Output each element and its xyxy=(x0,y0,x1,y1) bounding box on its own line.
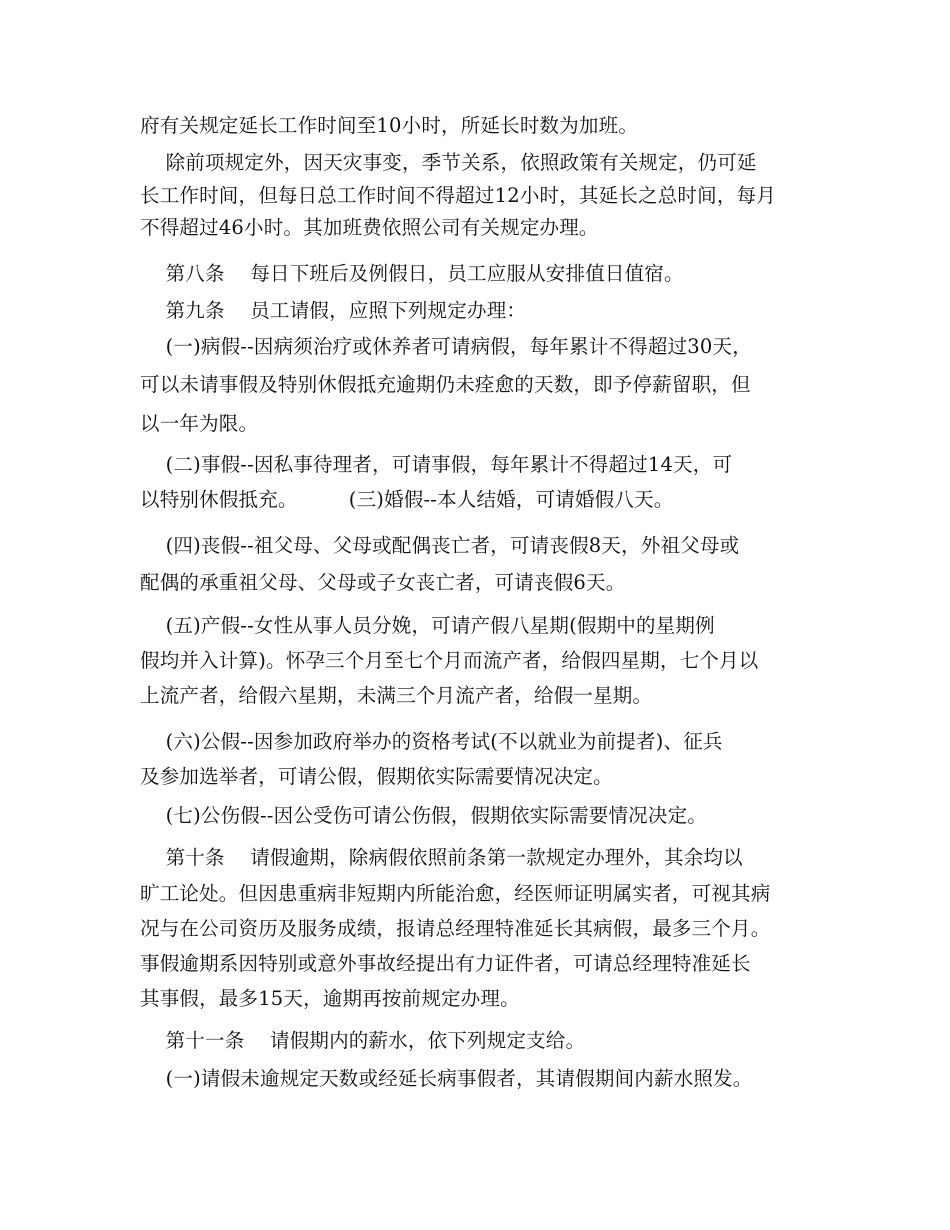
text-line: (五)产假--女性从事人员分娩，可请产假八星期(假期中的星期例 xyxy=(140,614,715,637)
text-line: 长工作时间，但每日总工作时间不得超过12小时，其延长之总时间，每月 xyxy=(140,184,776,207)
text-line: 其事假，最多15天，逾期再按前规定办理。 xyxy=(140,987,520,1010)
text-line: (七)公伤假--因公受伤可请公伤假，假期依实际需要情况决定。 xyxy=(140,804,707,827)
text-line: (一)病假--因病须治疗或休养者可请病假，每年累计不得超过30天， xyxy=(140,335,752,358)
text-line: 以一年为限。 xyxy=(140,412,259,435)
text-line: 配偶的承重祖父母、父母或子女丧亡者，可请丧假6天。 xyxy=(140,571,626,594)
text-line: 及参加选举者，可请公假，假期依实际需要情况决定。 xyxy=(140,765,613,788)
text-line: 不得超过46小时。其加班费依照公司有关规定办理。 xyxy=(140,216,599,239)
text-line: 况与在公司资历及服务成绩，报请总经理特准延长其病假，最多三个月。 xyxy=(140,917,771,940)
text-line: 第八条 每日下班后及例假日，员工应服从安排值日值宿。 xyxy=(140,262,684,285)
text-line: 可以未请事假及特别休假抵充逾期仍未痊愈的天数，即予停薪留职，但 xyxy=(140,373,751,396)
text-line: 除前项规定外，因天灾事变，季节关系，依照政策有关规定，仍可延 xyxy=(140,151,757,174)
text-line: 上流产者，给假六星期，未满三个月流产者，给假一星期。 xyxy=(140,684,653,707)
text-line: 假均并入计算)。怀孕三个月至七个月而流产者，给假四星期，七个月以 xyxy=(140,649,759,672)
text-line: 第九条 员工请假，应照下列规定办理： xyxy=(140,299,527,322)
text-line: (六)公假--因参加政府举办的资格考试(不以就业为前提者)、征兵 xyxy=(140,730,723,753)
text-line: 以特别休假抵充。 (三)婚假--本人结婚，可请婚假八天。 xyxy=(140,488,674,511)
text-line: (二)事假--因私事待理者，可请事假，每年累计不得超过14天，可 xyxy=(140,453,733,476)
text-line: 府有关规定延长工作时间至10小时，所延长时数为加班。 xyxy=(140,114,639,137)
text-line: (一)请假未逾规定天数或经延长病事假者，其请假期间内薪水照发。 xyxy=(140,1067,753,1090)
text-line: 第十条 请假逾期，除病假依照前条第一款规定办理外，其余均以 xyxy=(140,846,743,869)
text-line: 事假逾期系因特别或意外事故经提出有力证件者，可请总经理特准延长 xyxy=(140,952,751,975)
text-line: 第十一条 请假期内的薪水，依下列规定支给。 xyxy=(140,1029,586,1052)
text-line: 旷工论处。但因患重病非短期内所能治愈，经医师证明属实者，可视其病 xyxy=(140,882,771,905)
text-line: (四)丧假--祖父母、父母或配偶丧亡者，可请丧假8天，外祖父母或 xyxy=(140,534,740,557)
